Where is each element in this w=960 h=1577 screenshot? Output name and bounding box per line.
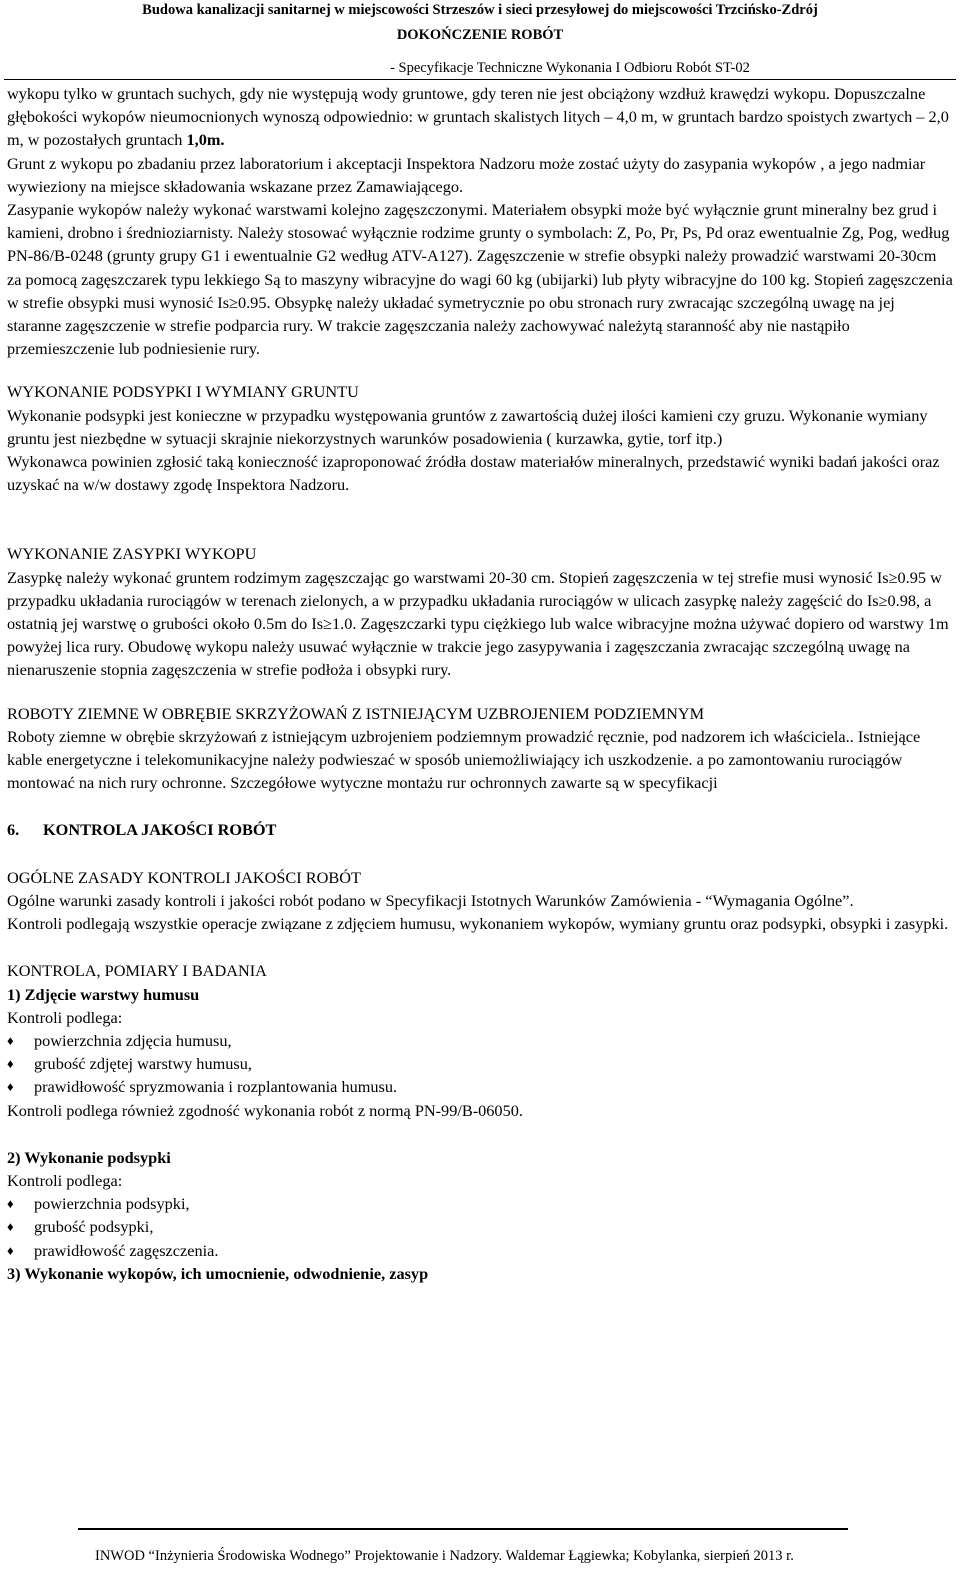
list-item: ♦ prawidłowość spryzmowania i rozplantowania humusu. xyxy=(7,1075,953,1098)
heading-general-rules: OGÓLNE ZASADY KONTROLI JAKOŚCI ROBÓT xyxy=(7,867,361,887)
section-title: KONTROLA JAKOŚCI ROBÓT xyxy=(43,820,277,840)
paragraph-backfill-layers: Zasypanie wykopów należy wykonać warstwami kolejno zagęszczonymi. Materiałem obsypki może być wyłącznie grunt mineralny bez grud i kamieni, drobno i średnioziarnisty. Należy stosować wyłącznie rodzime grunty o symbolach: Z, Po, Pr, Ps, Pd oraz ewentualnie Zg, Pog, według PN-86/B-0248 (grunty grupy G1 i ewentualnie G2 według ATV-A127). Zagęszczenie w strefie obsypki należy prowadzić warstwami 20-30cm za pomocą zagęszczarek typu lekkiego Są to maszyny wibracyjne do wagi 60 kg (ubijarki) lub płyty wibracyjne do 100 kg. Stopień zagęszczenia w strefie obsypki musi wynosić Is≥0.95. Obsypkę należy układać symetrycznie po obu stronach rury zwracając szczególną uwagę na jej staranne zagęszczenie w strefie podparcia rury. W trakcie zagęszczania należy zachowywać należytą staranność aby nie nastąpiło przemieszczenie lub podniesienie rury. xyxy=(7,200,953,359)
section-6-title xyxy=(7,818,953,841)
diamond-bullet-icon: ♦ xyxy=(7,1219,14,1235)
paragraph-control-scope: Kontroli podlegają wszystkie operacje związane z zdjęciem humusu, wykonaniem wykopów, wymiany gruntu oraz podsypki, obsypki i zasypki. xyxy=(7,914,949,934)
paragraph-excavation-depth: wykopu tylko w gruntach suchych, gdy nie występują wody gruntowe, gdy teren nie jest obciążony wzdłuż krawędzi wykopu. Dopuszczalne głębokości wykopów nieumocnionych wynoszą odpowiednio: w gruntach skalistych litych – 4,0 m, w gruntach bardzo spoistych zwartych – 2,0 m, w pozostałych gruntach 1,0m. xyxy=(7,84,949,150)
subsection-2-intro: Kontroli podlega: xyxy=(7,1170,123,1190)
paragraph-general-conditions: Ogólne warunki zasady kontroli i jakości robót podano w Specyfikacji Istotnych Warunków Zamówienia - “Wymagania Ogólne”. xyxy=(7,890,854,910)
heading-bedding: WYKONANIE PODSYPKI I WYMIANY GRUNTU xyxy=(7,382,359,402)
section-number: 6. xyxy=(7,820,20,840)
document-body xyxy=(7,82,953,1285)
list-item: ♦ grubość podsypki, xyxy=(7,1215,953,1238)
subsection-1-intro: Kontroli podlega: xyxy=(7,1007,123,1027)
list-item: ♦ powierzchnia zdjęcia humusu, xyxy=(7,1029,953,1052)
subsection-1-title: 1) Zdjęcie warstwy humusu xyxy=(7,984,200,1004)
heading-backfill: WYKONANIE ZASYPKI WYKOPU xyxy=(7,544,257,564)
spec-title: - Specyfikacje Techniczne Wykonania I Odbioru Robót ST-02 xyxy=(390,60,750,76)
list-item: ♦ grubość zdjętej warstwy humusu, xyxy=(7,1052,953,1075)
document-type: DOKOŃCZENIE ROBÓT xyxy=(396,27,564,43)
list-item: ♦ powierzchnia podsypki, xyxy=(7,1192,953,1215)
subsection-2-list xyxy=(7,1192,953,1262)
diamond-bullet-icon: ♦ xyxy=(7,1032,14,1048)
project-title: Budowa kanalizacji sanitarnej w miejscowości Strzeszów i sieci przesyłowej do miejscowości Trzcińsko-Zdrój xyxy=(142,2,818,18)
paragraph-crossings: Roboty ziemne w obrębie skrzyżowań z istniejącym uzbrojeniem podziemnym prowadzić ręcznie, pod nadzorem ich właściciela.. Istniejące kable energetyczne i telekomunikacyjne należy podwieszać w sposób uniemożliwiający ich uszkodzenie. a po zamontowaniu rurociągów montować na nich rury ochronne. Szczegółowe wytyczne montażu rur ochronnych zawarte są w specyfikacji xyxy=(7,726,921,793)
paragraph-contractor: Wykonawca powinien zgłosić taką konieczność izaproponować źródła dostaw materiałów mineralnych, przedstawić wyniki badań jakości oraz uzyskać na w/w dostawy zgodę Inspektora Nadzoru. xyxy=(7,452,940,495)
paragraph-soil-reuse: Grunt z wykopu po zbadaniu przez laboratorium i akceptacji Inspektora Nadzoru może zostać użyty do zasypania wykopów , a jego nadmiar wywieziony na miejsce składowania wskazane przez Zamawiającego. xyxy=(7,153,926,196)
heading-crossings: ROBOTY ZIEMNE W OBRĘBIE SKRZYŻOWAŃ Z ISTNIEJĄCYM UZBROJENIEM PODZIEMNYM xyxy=(7,703,705,723)
heading-control-measurements: KONTROLA, POMIARY I BADANIA xyxy=(7,961,267,981)
diamond-bullet-icon: ♦ xyxy=(7,1079,14,1095)
subsection-1-note: Kontroli podlega również zgodność wykonania robót z normą PN-99/B-06050. xyxy=(7,1100,523,1120)
paragraph-backfill: Zasypkę należy wykonać gruntem rodzimym zagęszczając go warstwami 20-30 cm. Stopień zagęszczenia w tej strefie musi wynosić Is≥0.95 w przypadku układania rurociągów w terenach zielonych, a w przypadku układania rurociągów w ulicach zasypkę należy zagęścić do Is≥0.98, a ostatnią jej warstwę o grubości około 0.5m do Is≥1.0. Zagęszczarki typu ciężkiego lub walce wibracyjne można używać dopiero od warstwy 1m powyżej lica rury. Obudowę wykopu należy usuwać wyłącznie w trakcie jego zasypywania i zagęszczania zwracając szczególną uwagę na nienaruszenie stopnia zagęszczenia w strefie podłoża i obsypki rury. xyxy=(7,567,949,680)
header-divider xyxy=(4,79,956,80)
list-item: ♦ prawidłowość zagęszczenia. xyxy=(7,1239,953,1262)
diamond-bullet-icon: ♦ xyxy=(7,1056,14,1072)
footer-text: INWOD “Inżynieria Środowiska Wodnego” Projektowanie i Nadzory. Waldemar Łągiewka; Kobylanka, sierpień 2013 r. xyxy=(95,1548,794,1564)
footer-divider xyxy=(78,1528,848,1530)
diamond-bullet-icon: ♦ xyxy=(7,1242,14,1258)
subsection-1-list xyxy=(7,1029,953,1099)
depth-value: 1,0m. xyxy=(186,130,225,150)
paragraph-bedding: Wykonanie podsypki jest konieczne w przypadku występowania gruntów z zawartością dużej ilości kamieni czy gruzu. Wykonanie wymiany gruntu jest niezbędne w sytuacji skrajnie niekorzystnych warunków posadowienia ( kurzawka, gytie, torf itp.) xyxy=(7,405,928,448)
subsection-2-title: 2) Wykonanie podsypki xyxy=(7,1147,171,1167)
subsection-3-title: 3) Wykonanie wykopów, ich umocnienie, odwodnienie, zasyp xyxy=(7,1263,429,1283)
diamond-bullet-icon: ♦ xyxy=(7,1196,14,1212)
